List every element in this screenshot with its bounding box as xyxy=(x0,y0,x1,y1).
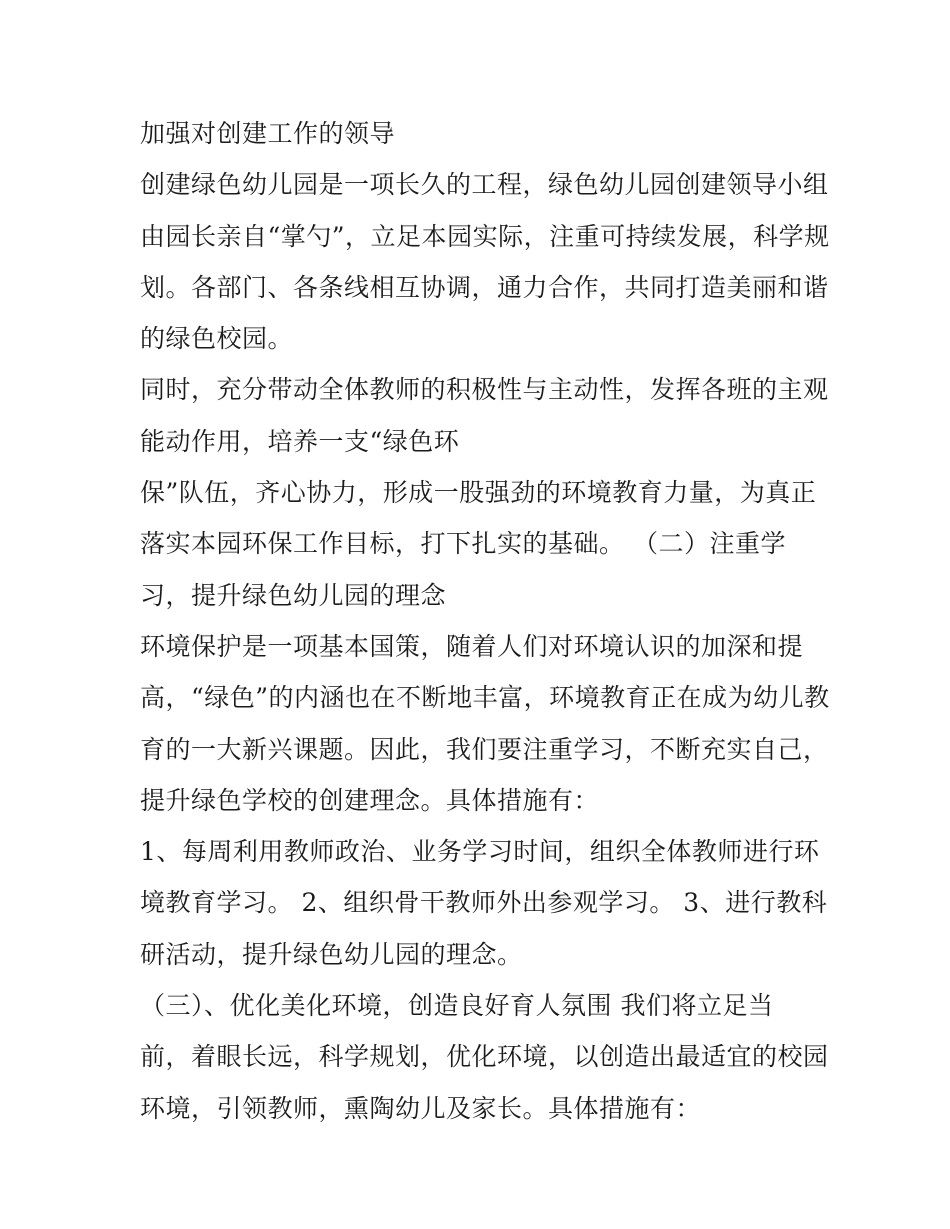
text-line: 创建绿色幼儿园是一项长久的工程，绿色幼儿园创建领导小组 xyxy=(140,170,829,200)
text-line: 前，着眼长远，科学规划，优化环境，以创造出最适宜的校园 xyxy=(140,1042,829,1072)
list-item-line: 1、每周利用教师政治、业务学习时间，组织全体教师进行环 xyxy=(140,837,820,867)
text-line: 习，提升绿色幼儿园的理念 xyxy=(140,580,447,610)
section-heading-line: （三）、优化美化环境，创造良好育人氛围 我们将立足当 xyxy=(140,991,774,1021)
list-item-line: 境教育学习。 2、组织骨干教师外出参观学习。 3、进行教科 xyxy=(140,888,828,918)
text-line: 的绿色校园。 xyxy=(140,324,294,354)
text-line: 划。各部门、各条线相互协调，通力合作，共同打造美丽和谐 xyxy=(140,272,829,302)
document-body xyxy=(140,108,840,1134)
section-heading: 加强对创建工作的领导 xyxy=(140,119,396,148)
text-line: 落实本园环保工作目标，打下扎实的基础。 （二）注重学 xyxy=(140,529,786,559)
text-line: 由园长亲自“掌勺”，立足本园实际，注重可持续发展，科学规 xyxy=(140,221,830,251)
text-line: 保”队伍，齐心协力，形成一股强劲的环境教育力量，为真正 xyxy=(140,478,817,508)
text-line: 环境保护是一项基本国策，随着人们对环境认识的加深和提 xyxy=(140,631,804,661)
text-line: 提升绿色学校的创建理念。具体措施有： xyxy=(140,785,600,815)
text-line: 同时，充分带动全体教师的积极性与主动性，发挥各班的主观 xyxy=(140,375,829,405)
list-item-line: 研活动，提升绿色幼儿园的理念。 xyxy=(140,939,523,969)
text-line: 环境，引领教师，熏陶幼儿及家长。具体措施有： xyxy=(140,1093,702,1123)
text-line: 能动作用，培养一支“绿色环 xyxy=(140,426,460,456)
text-line: 育的一大新兴课题。因此，我们要注重学习，不断充实自己， xyxy=(140,734,829,764)
text-line: 高，“绿色”的内涵也在不断地丰富，环境教育正在成为幼儿教 xyxy=(140,683,830,713)
